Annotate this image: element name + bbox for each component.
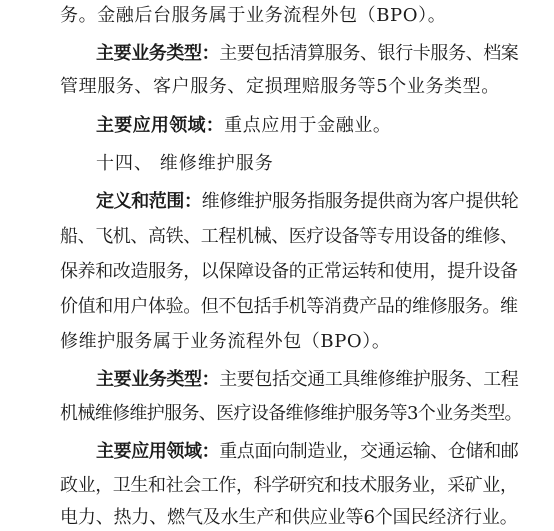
paragraph-text: 主要包括清算服务、银行卡服务、档案 xyxy=(219,43,519,64)
text-line xyxy=(60,474,518,498)
field-label-business-types: 主要业务类型： xyxy=(96,369,220,390)
field-label-application-areas: 主要应用领域： xyxy=(96,115,225,136)
text-line xyxy=(96,190,518,214)
field-label-application-areas: 主要应用领域： xyxy=(96,441,220,462)
paragraph-text: 政业，卫生和社会工作，科学研究和技术服务业，采矿业， xyxy=(60,475,518,496)
paragraph-text: 修维护服务属于业务流程外包（BPO）。 xyxy=(60,331,391,352)
text-line xyxy=(96,368,518,392)
field-label-definition-scope: 定义和范围： xyxy=(96,191,202,212)
text-line xyxy=(60,330,391,354)
text-line xyxy=(96,42,518,66)
paragraph-text: 保养和改造服务，以保障设备的正常运转和使用，提升设备 xyxy=(60,261,518,282)
text-line xyxy=(60,225,518,249)
paragraph-text: 机械维修维护服务、医疗设备维修维护服务等3个业务类型。 xyxy=(60,403,522,424)
text-line xyxy=(96,114,392,138)
field-label-business-types: 主要业务类型： xyxy=(96,43,220,64)
paragraph-text: 重点应用于金融业。 xyxy=(224,115,392,136)
paragraph-text: 务。金融后台服务属于业务流程外包（BPO）。 xyxy=(60,5,447,26)
paragraph-text: 管理服务、客户服务、定损理赔服务等5个业务类型。 xyxy=(60,76,500,97)
paragraph-text: 主要包括交通工具维修维护服务、工程 xyxy=(219,369,519,390)
section-title: 十四、 维修维护服务 xyxy=(96,153,274,174)
paragraph-text: 船、飞机、高铁、工程机械、医疗设备等专用设备的维修、 xyxy=(60,226,518,247)
text-line xyxy=(96,440,518,464)
paragraph-text: 重点面向制造业，交通运输、仓储和邮 xyxy=(219,441,519,462)
paragraph-text: 价值和用户体验。但不包括手机等消费产品的维修服务。维 xyxy=(60,296,518,317)
text-line xyxy=(60,260,518,284)
text-line xyxy=(60,75,500,99)
paragraph-text: 电力、热力、燃气及水生产和供应业等6个国民经济行业。 xyxy=(60,507,518,528)
text-line xyxy=(60,295,518,319)
text-line xyxy=(60,402,522,426)
text-line xyxy=(60,506,518,530)
section-heading xyxy=(96,152,274,176)
text-line xyxy=(60,4,446,28)
paragraph-text: 维修维护服务指服务提供商为客户提供轮 xyxy=(201,191,519,212)
